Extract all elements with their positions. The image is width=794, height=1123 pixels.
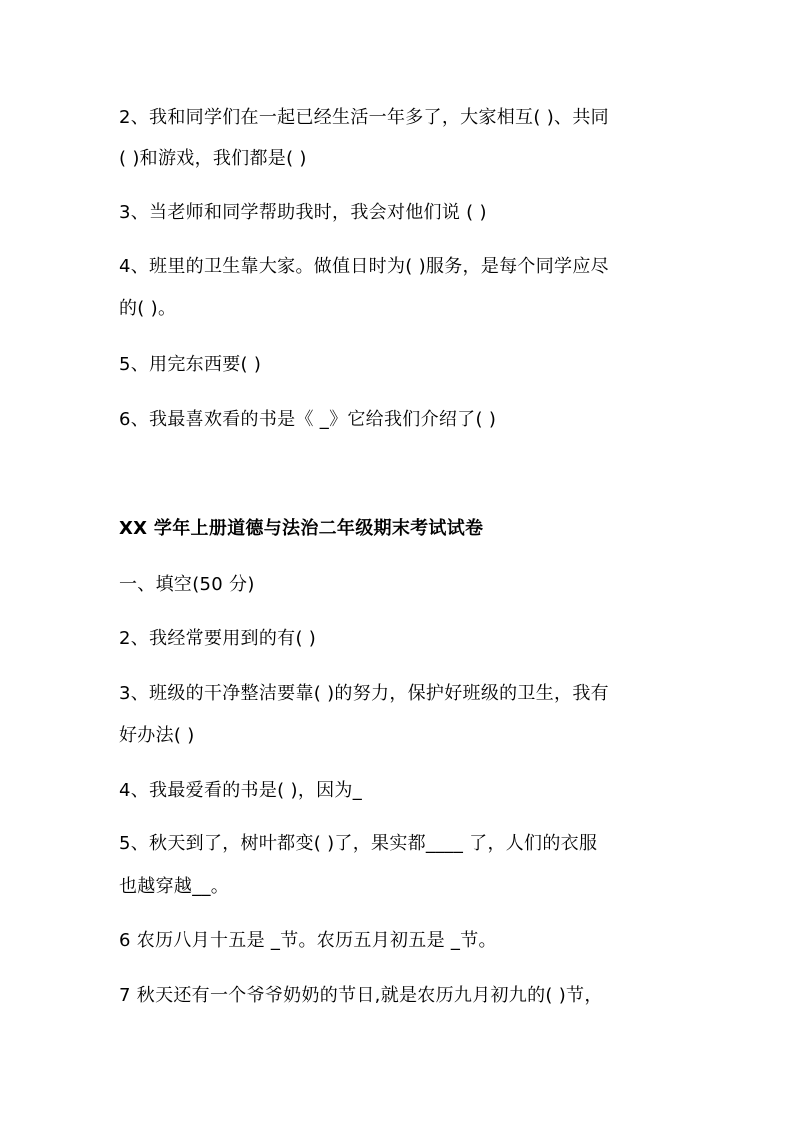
question-5: 5、用完东西要( ) — [119, 354, 262, 375]
exam-question-2: 2、我经常要用到的有( ) — [119, 628, 317, 649]
exam-question-3-line-1: 3、班级的干净整洁要靠( )的努力，保护好班级的卫生，我有 — [119, 683, 609, 704]
exam-title: XX 学年上册道德与法治二年级期末考试试卷 — [119, 518, 484, 539]
exam-question-7: 7 秋天还有一个爷爷奶奶的节日,就是农历九月初九的( )节， — [119, 985, 603, 1006]
exam-question-3-line-2: 好办法( ) — [119, 725, 195, 746]
question-3: 3、当老师和同学帮助我时，我会对他们说 ( ) — [119, 202, 487, 223]
question-6: 6、我最喜欢看的书是《 _》它给我们介绍了( ) — [119, 409, 497, 430]
question-4-line-2: 的( )。 — [119, 298, 177, 319]
exam-question-5-line-1: 5、秋天到了，树叶都变( )了，果实都____ 了，人们的衣服 — [119, 833, 598, 854]
question-2-line-2: ( )和游戏，我们都是( ) — [119, 148, 307, 169]
section-heading-fill-blank: 一、填空(50 分) — [119, 574, 255, 595]
exam-question-4: 4、我最爱看的书是( )，因为_ — [119, 780, 363, 801]
question-2-line-1: 2、我和同学们在一起已经生活一年多了，大家相互( )、共同 — [119, 107, 609, 128]
exam-question-6: 6 农历八月十五是 _节。农历五月初五是 _节。 — [119, 930, 497, 951]
exam-question-5-line-2: 也越穿越__。 — [119, 876, 230, 897]
question-4-line-1: 4、班里的卫生靠大家。做值日时为( )服务，是每个同学应尽 — [119, 256, 609, 277]
